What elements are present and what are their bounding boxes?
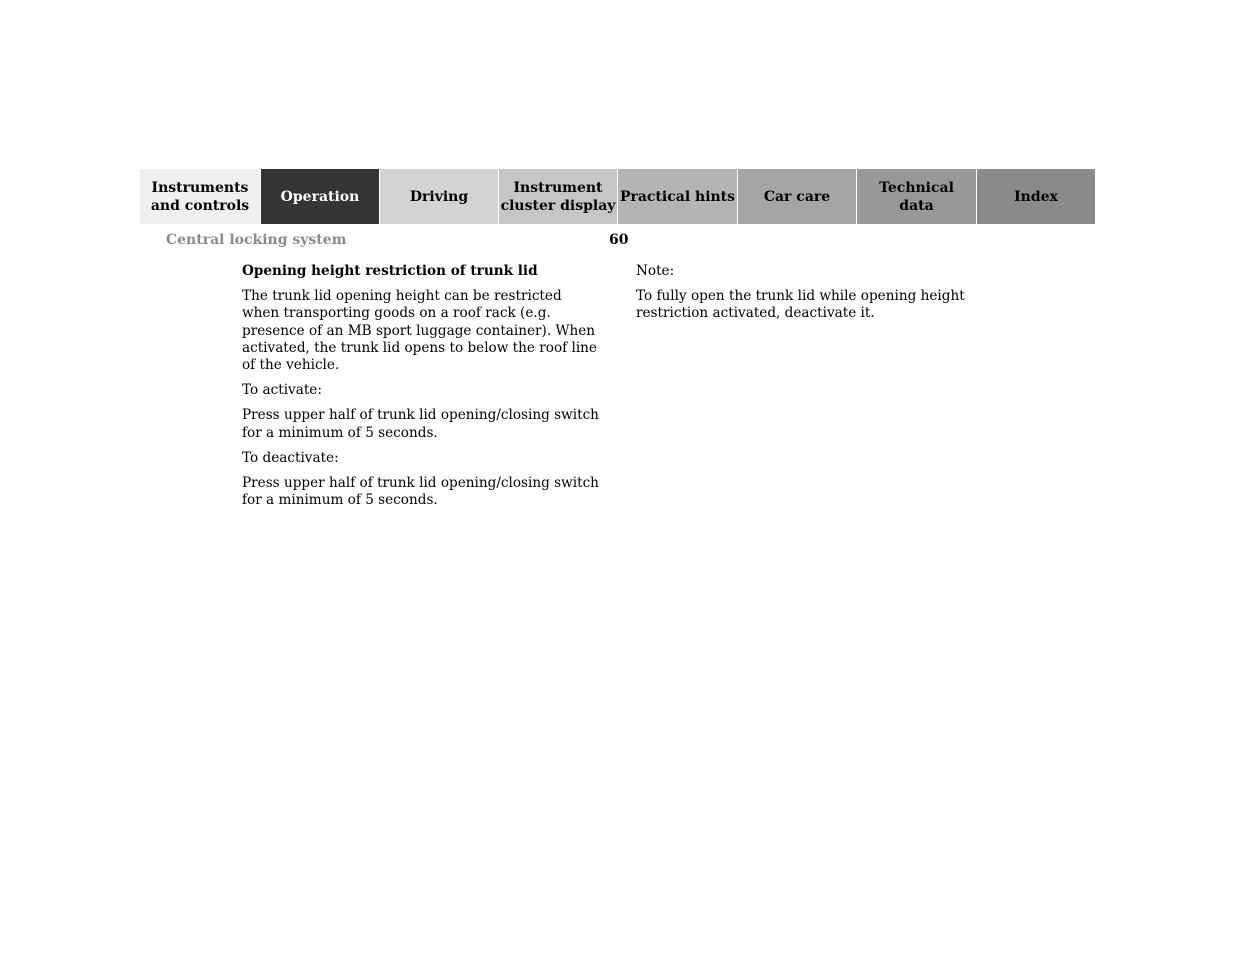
note-text: To fully open the trunk lid while opening height restriction activated, deactivate it. [636, 288, 965, 322]
section-title: Central locking system [166, 232, 347, 248]
deactivate-instructions: Press upper half of trunk lid opening/closing switch for a minimum of 5 seconds. [242, 475, 599, 509]
tab-driving[interactable]: Driving [379, 169, 498, 224]
right-column [636, 263, 966, 331]
tab-instruments-and-controls[interactable]: Instruments and controls [140, 169, 260, 224]
note-label: Note: [636, 263, 675, 279]
deactivate-label: To deactivate: [242, 449, 339, 466]
tab-index[interactable]: Index [976, 169, 1095, 224]
left-column [242, 263, 602, 517]
activate-instructions: Press upper half of trunk lid opening/closing switch for a minimum of 5 seconds. [242, 407, 599, 441]
page-number: 60 [609, 232, 629, 248]
tab-operation[interactable]: Operation [260, 169, 379, 224]
tab-car-care[interactable]: Car care [737, 169, 856, 224]
chapter-tabs [140, 169, 1095, 224]
activate-label: To activate: [242, 382, 322, 399]
tab-instrument-cluster-display[interactable]: Instrument cluster display [498, 169, 617, 224]
section-heading: Opening height restriction of trunk lid [242, 263, 538, 279]
tab-technical-data[interactable]: Technical data [856, 169, 976, 224]
tab-practical-hints[interactable]: Practical hints [617, 169, 737, 224]
intro-paragraph: The trunk lid opening height can be restricted when transporting goods on a roof rack (e.g. presence of an MB sport luggage container). When activated, the trunk lid opens to below the roof line of the vehicle. [242, 288, 597, 374]
